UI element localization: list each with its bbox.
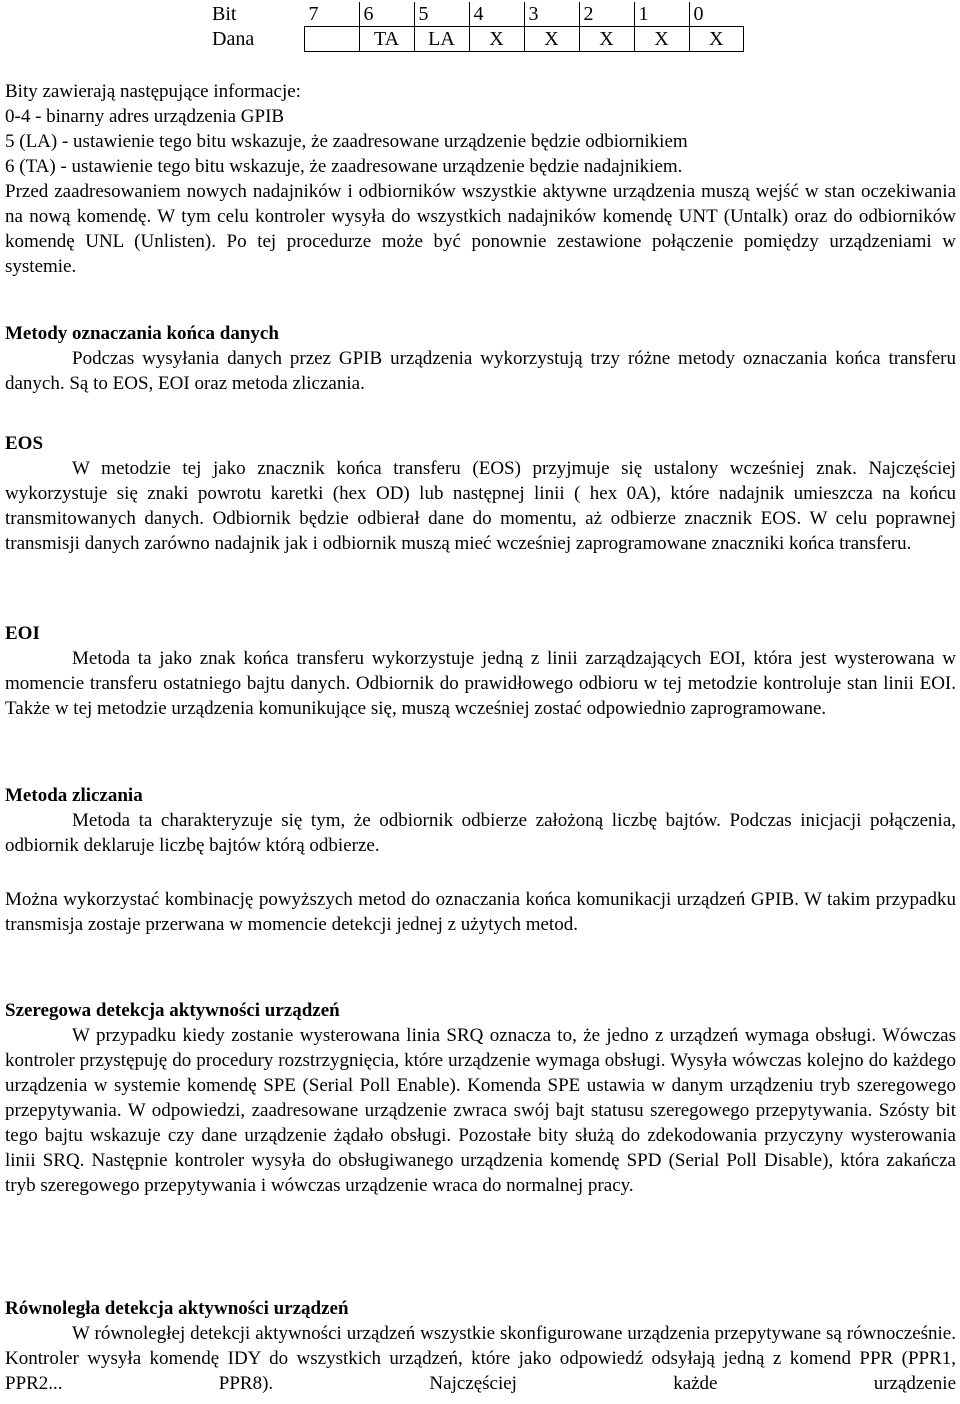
section-paragraph: Metoda ta jako znak końca transferu wykorzystuje jedną z linii zarządzających EOI, która jest wysterowana w momencie transferu ostatniego bajtu danych. Odbiornik do prawidłowego odbioru w tej metodzie kontroluje stan linii EOI. Także w tej metodzie urządzenia komunikujące się, muszą wcześniej zostać odpowiednio zaprogramowane. [5, 648, 956, 719]
data-6: TA [359, 27, 414, 52]
intro-paragraph: Przed zaadresowaniem nowych nadajników i odbiorników wszystkie aktywne urządzenia muszą wejść w stan oczekiwania na nową komendę. W tym celu kontroler wysyła do wszystkich nadajników komendę UNT (Untalk) oraz do odbiorników komendę UNL (Unlisten). Po tej procedurze może być ponownie zestawione połączenie pomiędzy urządzeniami w systemie. [5, 181, 956, 277]
bit-row [212, 2, 744, 27]
section-heading: EOI [5, 623, 40, 644]
combo-section [5, 887, 956, 937]
data-3: X [524, 27, 579, 52]
section-paragraph: Metoda ta charakteryzuje się tym, że odbiornik odbierze założoną liczbę bajtów. Podczas inicjacji połączenia, odbiornik deklaruje liczbę bajtów którą odbierze. [5, 810, 956, 856]
bit-7: 7 [308, 3, 319, 25]
bit-5: 5 [414, 2, 469, 27]
section-paragraph: W przypadku kiedy zostanie wysterowana linia SRQ oznacza to, że jedno z urządzeń wymaga obsługi. Wówczas kontroler przystępuję do procedury rozstrzygnięcia, które urządzenie wymaga obsługi. Wysyła wówczas kolejno do każdego urządzenia w systemie komendę SPE (Serial Poll Enable). Komenda SPE ustawia w danym urządzeniu tryb szeregowego przepytywania. W odpowiedzi, zaadresowane urządzenie zwraca swój bajt statusu szeregowego przepytywania. Szósty bit tego bajtu wskazuje czy dane urządzenie żądało obsługi. Pozostałe bity służą do zdekodowania przyczyny wysterowania linii SRQ. Następnie kontroler wysyła do obsługiwanego urządzenia komendę SPD (Serial Poll Disable), która zakańcza tryb szeregowego przepytywania i wówczas urządzenie wraca do normalnej pracy. [5, 1025, 956, 1196]
combo-paragraph: Można wykorzystać kombinację powyższych metod do oznaczania końca komunikacji urządzeń GPIB. W takim przypadku transmisja zostaje przerwana w momencie detekcji jednej z użytych metod. [5, 889, 956, 935]
section-heading: Równoległa detekcja aktywności urządzeń [5, 1298, 349, 1319]
intro-line-3: 5 (LA) - ustawienie tego bitu wskazuje, że zaadresowane urządzenie będzie odbiornikiem [5, 131, 688, 152]
data-1: X [634, 27, 689, 52]
data-row [212, 27, 744, 52]
section-heading: Metoda zliczania [5, 785, 143, 806]
section-rownolegla [5, 1296, 956, 1396]
bit-2: 2 [579, 2, 634, 27]
intro-line-4: 6 (TA) - ustawienie tego bitu wskazuje, że zaadresowane urządzenie będzie nadajnikiem. [5, 156, 683, 177]
bit-6: 6 [359, 2, 414, 27]
section-paragraph: W metodzie tej jako znacznik końca transferu (EOS) przyjmuje się ustalony wcześniej znak. Najczęściej wykorzystuje się znaki powrotu karetki (hex OD) lub następnej linii ( hex 0A), które nadajnik umieszcza na końcu transmitowanych danych. Odbiornik będzie odbierał dane do momentu, aż odbierze znacznik EOS. W celu poprawnej transmisji danych zarówno nadajnik jak i odbiornik muszą mieć wcześniej zaprogramowane znaczniki końca transferu. [5, 458, 956, 554]
intro-line-1: Bity zawierają następujące informacje: [5, 81, 301, 102]
section-heading: Metody oznaczania końca danych [5, 323, 279, 344]
bit-row-label: Bit [212, 3, 237, 26]
section-paragraph: Podczas wysyłania danych przez GPIB urządzenia wykorzystują trzy różne metody oznaczania końca transferu danych. Są to EOS, EOI oraz metoda zliczania. [5, 348, 956, 394]
data-0: X [689, 27, 744, 52]
section-eos [5, 431, 956, 556]
intro-line-2: 0-4 - binarny adres urządzenia GPIB [5, 106, 285, 127]
section-szeregowa [5, 998, 956, 1198]
bit-4: 4 [469, 2, 524, 27]
data-row-label: Dana [212, 28, 255, 50]
section-zliczanie [5, 783, 956, 858]
data-5: LA [414, 27, 469, 52]
section-metody [5, 321, 956, 396]
bit-1: 1 [634, 2, 689, 27]
bit-3: 3 [524, 2, 579, 27]
section-paragraph: W równoległej detekcji aktywności urządzeń wszystkie skonfigurowane urządzenia przepytywane są równocześnie. Kontroler wysyła komendę IDY do wszystkich urządzeń, które jako odpowiedź odsyłają jedną z komend PPR (PPR1, PPR2... PPR8). Najczęściej każde urządzenie [5, 1323, 956, 1394]
section-heading: Szeregowa detekcja aktywności urządzeń [5, 1000, 340, 1021]
intro-section [5, 79, 956, 279]
data-2: X [579, 27, 634, 52]
section-heading: EOS [5, 433, 44, 454]
data-4: X [469, 27, 524, 52]
section-eoi [5, 621, 956, 721]
bit-table [212, 2, 744, 52]
bit-0: 0 [689, 2, 744, 27]
data-7 [305, 27, 360, 52]
